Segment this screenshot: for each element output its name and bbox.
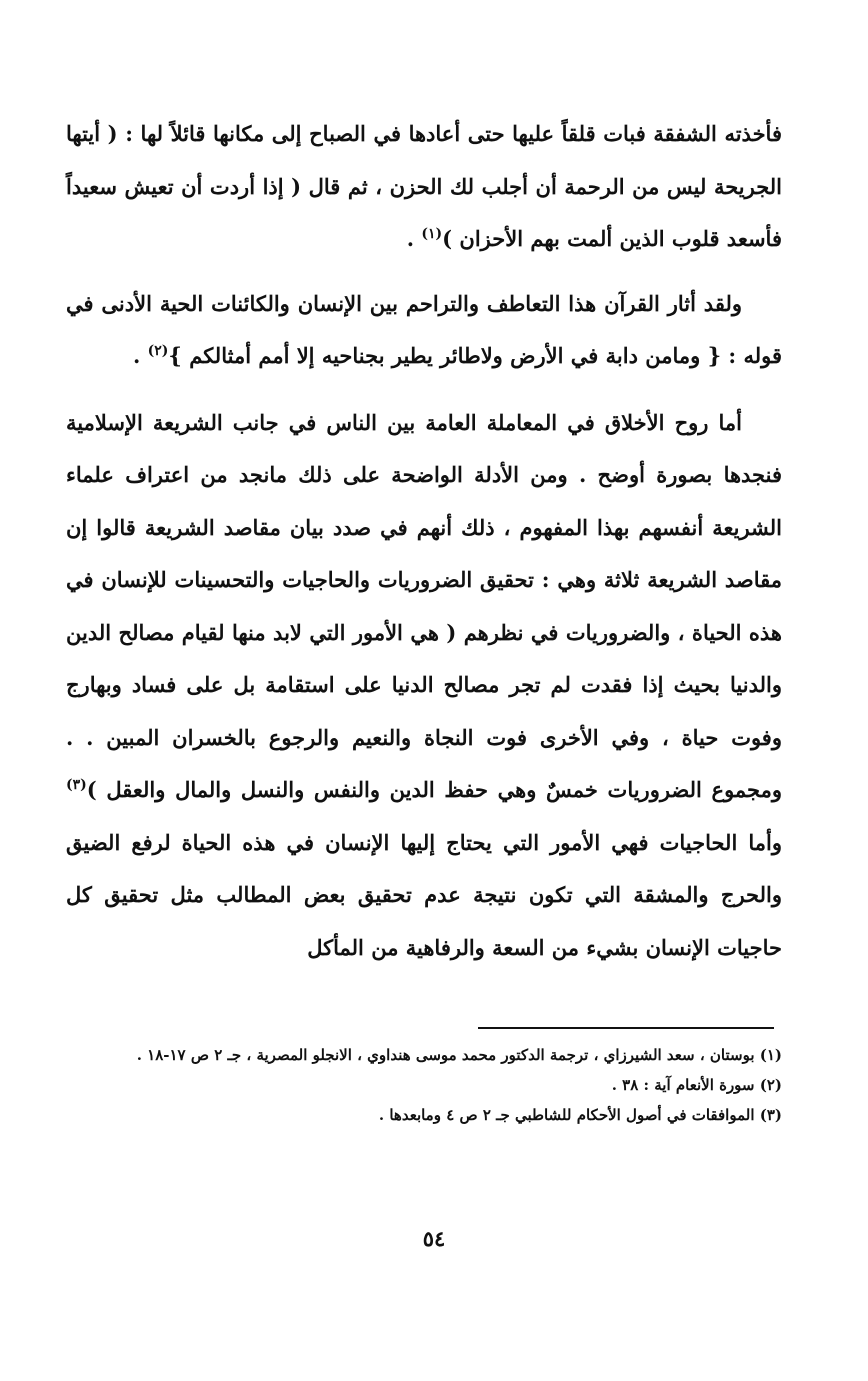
footnote-1: (١) بوستان ، سعد الشيرزاي ، ترجمة الدكتور محمد موسى هنداوي ، الانجلو المصرية ، جـ ٢ ص ١٧-١٨ . <box>136 1046 782 1064</box>
footnote-separator <box>478 1027 774 1029</box>
body-text <box>66 108 782 974</box>
footnote-ref-3: (٣) <box>66 777 87 793</box>
footnote-ref-2: (٢) <box>147 343 169 359</box>
paragraph-3-tail: وأما الحاجيات فهي الأمور التي يحتاج إليها الإنسان في هذه الحياة لرفع الضيق والحرج والمشقة التي تكون نتيجة عدم تحقيق بعض المطالب مثل تحقيق كل حاجيات الإنسان بشيء من السعة والرفاهية من المأكل <box>66 829 782 960</box>
paragraph-2-text: ولقد أثار القرآن هذا التعاطف والتراحم بين الإنسان والكائنات الحية الأدنى في قوله : { ومامن دابة في الأرض ولاطائر يطير بجناحيه إلا أمم أمثالكم } <box>66 290 782 368</box>
footnote-3: (٣) الموافقات في أصول الأحكام للشاطبي جـ ٢ ص ٤ ومابعدها . <box>378 1106 782 1124</box>
footnote-ref-1: (١) <box>421 226 443 242</box>
paragraph-2 <box>66 278 782 383</box>
paragraph-3 <box>66 397 782 975</box>
paragraph-1-tail: . <box>406 226 422 251</box>
page-number: ٥٤ <box>422 1226 446 1251</box>
paragraph-3-text: أما روح الأخلاق في المعاملة العامة بين الناس في جانب الشريعة الإسلامية فنجدها بصورة أوضح . ومن الأدلة الواضحة على ذلك مانجد من اعتراف علماء الشريعة أنفسهم بهذا المفهوم ، ذلك أنهم في صدد بيان مقاصد الشريعة قالوا إن مقاصد الشريعة ثلاثة وهي : تحقيق الضروريات والحاجيات والتحسينات للإنسان في هذه الحياة ، والضروريات في نظرهم ( هي الأمور التي لابد منها لقيام مصالح الدين والدنيا بحيث إذا فقدت لم تجر مصالح الدنيا على استقامة بل على فساد وبهارج وفوت حياة ، وفي الأخرى فوت النجاة والنعيم والرجوع بالخسران المبين . . ومجموع الضروريات خمسٌ وهي حفظ الدين والنفس والنسل والمال والعقل ) <box>66 409 782 802</box>
paragraph-2-tail: . <box>133 343 148 368</box>
paragraph-1-text: فأخذته الشفقة فبات قلقاً عليها حتى أعادها في الصباح إلى مكانها قائلاً لها : ( أيتها الجريحة ليس من الرحمة أن أجلب لك الحزن ، ثم قال ( إذا أردت أن تعيش سعيداً فأسعد قلوب الذين ألمت بهم الأحزان ) <box>66 121 782 251</box>
paragraph-1 <box>66 108 782 266</box>
footnote-2: (٢) سورة الأنعام آية : ٣٨ . <box>611 1076 782 1094</box>
footnotes <box>66 1040 782 1130</box>
